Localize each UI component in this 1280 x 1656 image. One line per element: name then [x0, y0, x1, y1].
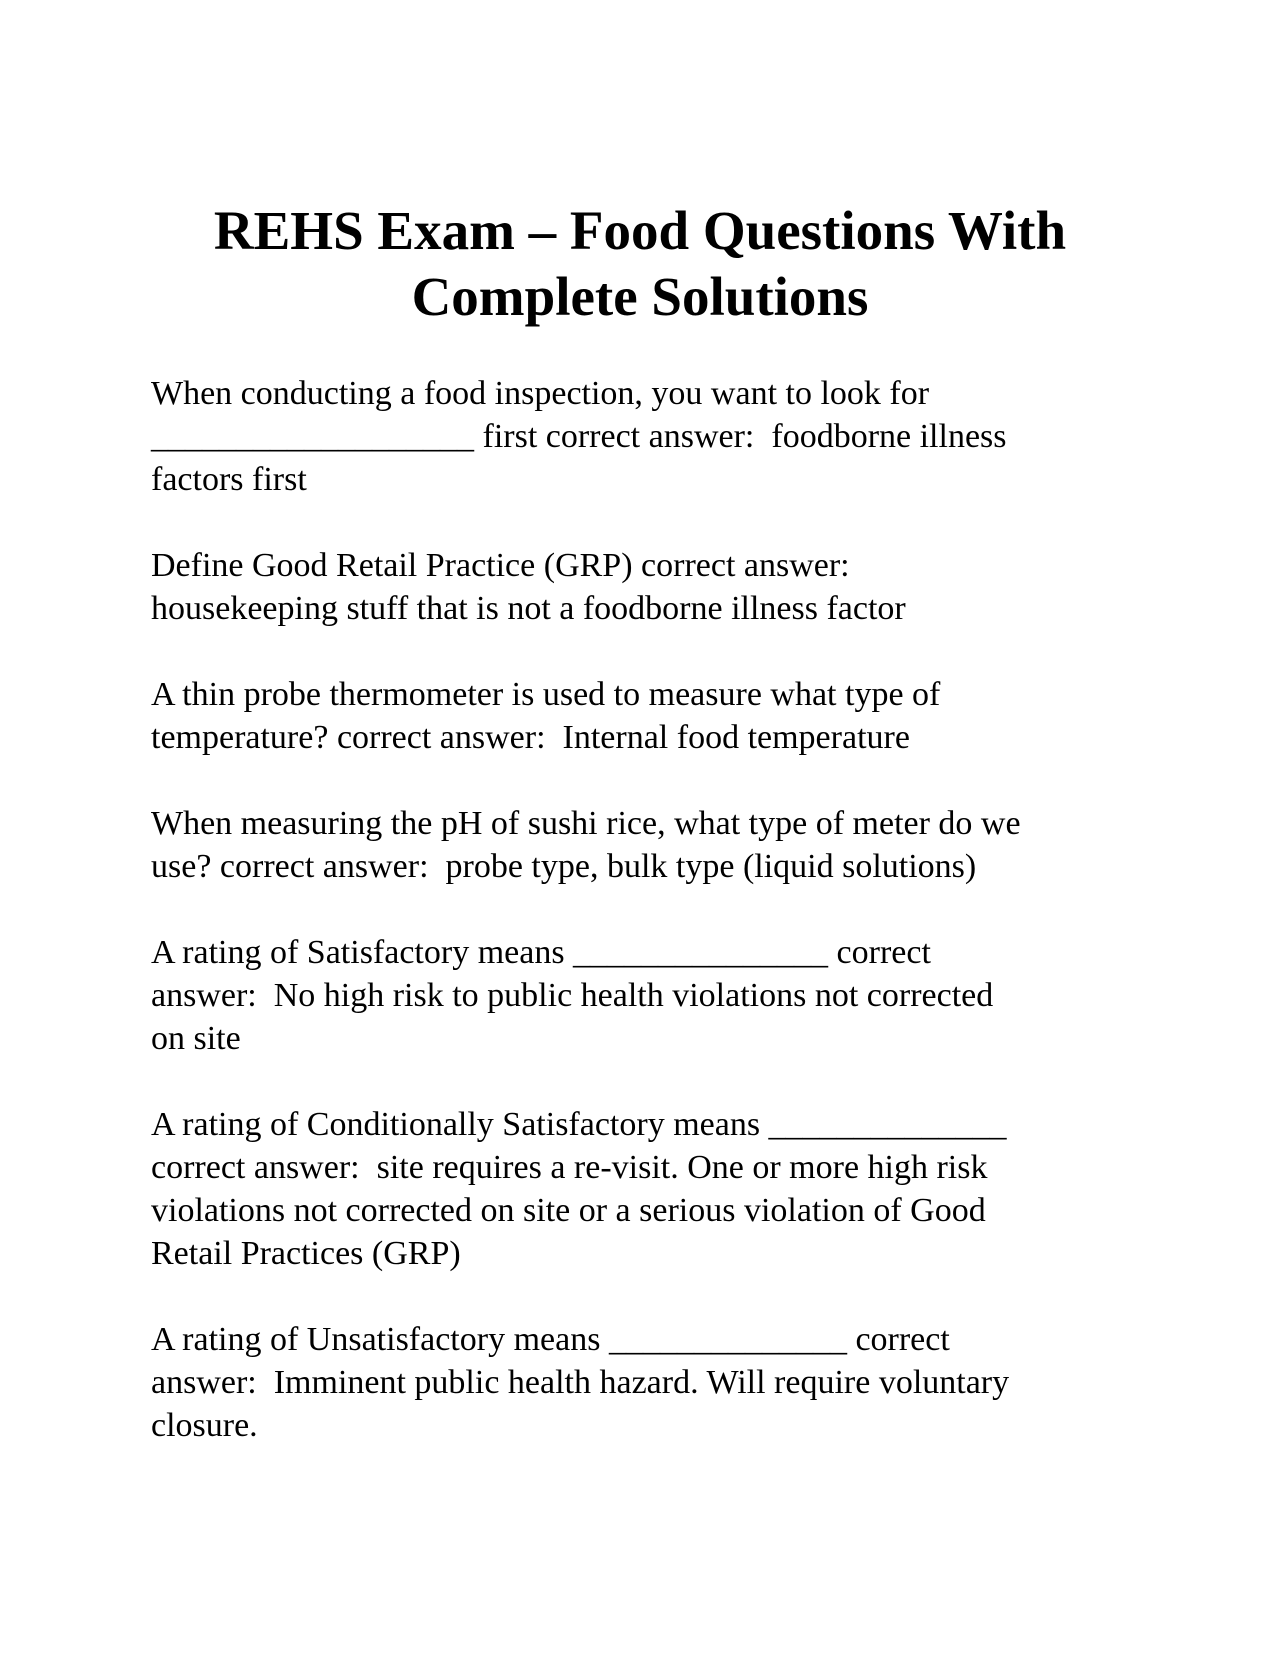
qa-line: answer: No high risk to public health violations not corrected [151, 977, 994, 1014]
qa-item-4 [151, 802, 1141, 888]
qa-line: housekeeping stuff that is not a foodborne illness factor [151, 590, 906, 627]
qa-list [151, 372, 1141, 1490]
qa-item-1 [151, 372, 1141, 501]
qa-line: factors first [151, 461, 307, 498]
qa-line: closure. [151, 1407, 258, 1444]
qa-item-3 [151, 673, 1141, 759]
qa-line: When measuring the pH of sushi rice, what type of meter do we [151, 805, 1021, 842]
qa-item-7 [151, 1318, 1141, 1447]
document-title [150, 198, 1130, 330]
qa-line: When conducting a food inspection, you want to look for [151, 375, 930, 412]
qa-line: answer: Imminent public health hazard. Will require voluntary [151, 1364, 1010, 1401]
qa-line: use? correct answer: probe type, bulk type (liquid solutions) [151, 848, 977, 885]
qa-line: temperature? correct answer: Internal food temperature [151, 719, 910, 756]
qa-line: ___________________ first correct answer: foodborne illness [151, 418, 1007, 455]
title-line-1: REHS Exam – Food Questions With [213, 200, 1067, 261]
qa-line: A thin probe thermometer is used to measure what type of [151, 676, 941, 713]
qa-line: A rating of Unsatisfactory means ______________ correct [151, 1321, 950, 1358]
title-line-2: Complete Solutions [411, 266, 869, 327]
qa-line: A rating of Conditionally Satisfactory means ______________ [151, 1106, 1007, 1143]
qa-line: Retail Practices (GRP) [151, 1235, 461, 1272]
qa-line: violations not corrected on site or a serious violation of Good [151, 1192, 986, 1229]
qa-item-2 [151, 544, 1141, 630]
qa-line: A rating of Satisfactory means _______________ correct [151, 934, 931, 971]
qa-item-5 [151, 931, 1141, 1060]
qa-line: correct answer: site requires a re-visit. One or more high risk [151, 1149, 988, 1186]
qa-item-6 [151, 1103, 1141, 1275]
qa-line: on site [151, 1020, 241, 1057]
qa-line: Define Good Retail Practice (GRP) correct answer: [151, 547, 850, 584]
